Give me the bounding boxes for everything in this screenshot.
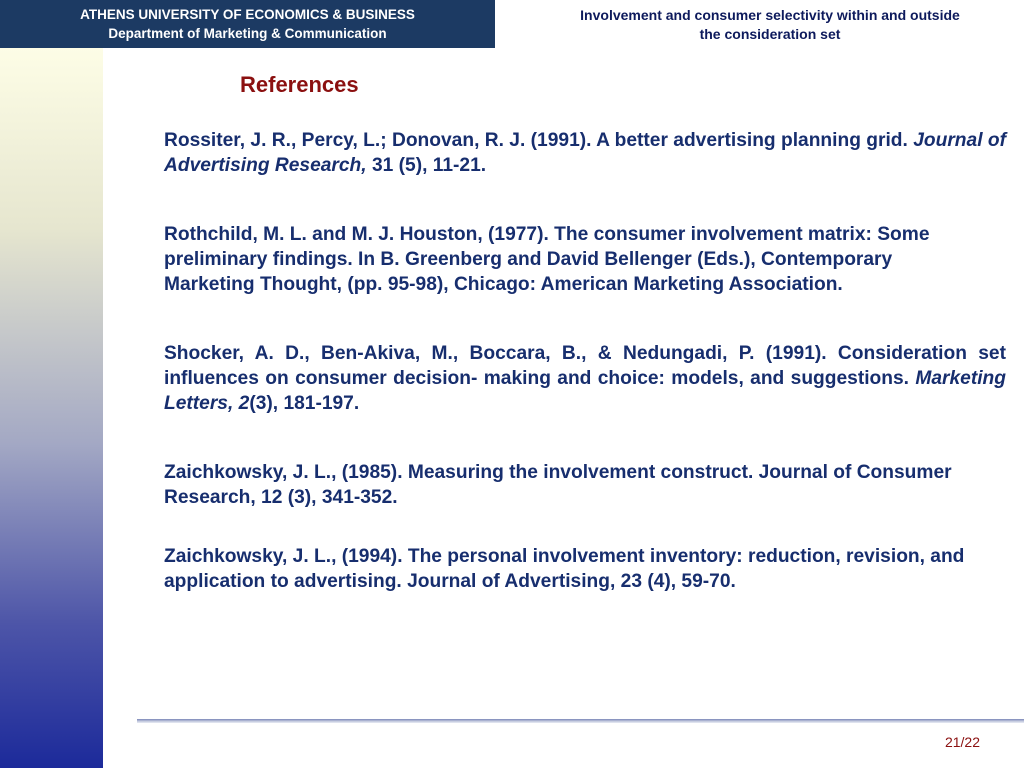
slide-heading: References [240,72,359,97]
reference-text: Shocker, A. D., Ben-Akiva, M., Boccara, B., & Nedungadi, P. (1991). Consideration set influences on consumer decision- making and choice: models, and suggestions. [164,343,1006,389]
reference-item [164,128,1006,178]
side-gradient-bar [0,48,103,768]
page-number: 21/22 [944,734,980,750]
reference-text: Rossiter, J. R., Percy, L.; Donovan, R. J. (1991). A better advertising planning grid. [164,130,914,151]
journal-name: Journal of Advertising Research, [164,130,1006,176]
reference-citation: 31 (5), 11-21. [366,155,487,176]
reference-item: Rothchild, M. L. and M. J. Houston, (1977). The consumer involvement matrix: Some preliminary findings. In B. Greenberg and David Bellenger (Eds.), Contemporary Marketing Thought, (pp. 95-98), Chicago: American Marketing Association. [164,224,930,295]
journal-name: Marketing Letters, 2 [164,368,1006,414]
reference-item: Zaichkowsky, J. L., (1985). Measuring the involvement construct. Journal of Consumer Research, 12 (3), 341-352. [164,462,952,508]
university-name: ATHENS UNIVERSITY OF ECONOMICS & BUSINESS [80,7,415,22]
reference-list [164,128,1006,594]
reference-item [164,341,1006,416]
presentation-title-line-1: Involvement and consumer selectivity within and outside [580,7,960,23]
reference-citation: (3), 181-197. [249,393,360,414]
footer-divider [137,719,1024,723]
presentation-title [520,6,1020,44]
institution-header [0,0,495,48]
department-name: Department of Marketing & Communication [108,26,387,41]
presentation-title-line-2: the consideration set [699,26,841,42]
reference-item: Zaichkowsky, J. L., (1994). The personal involvement inventory: reduction, revision, and application to advertising. Journal of Advertising, 23 (4), 59-70. [164,546,965,592]
